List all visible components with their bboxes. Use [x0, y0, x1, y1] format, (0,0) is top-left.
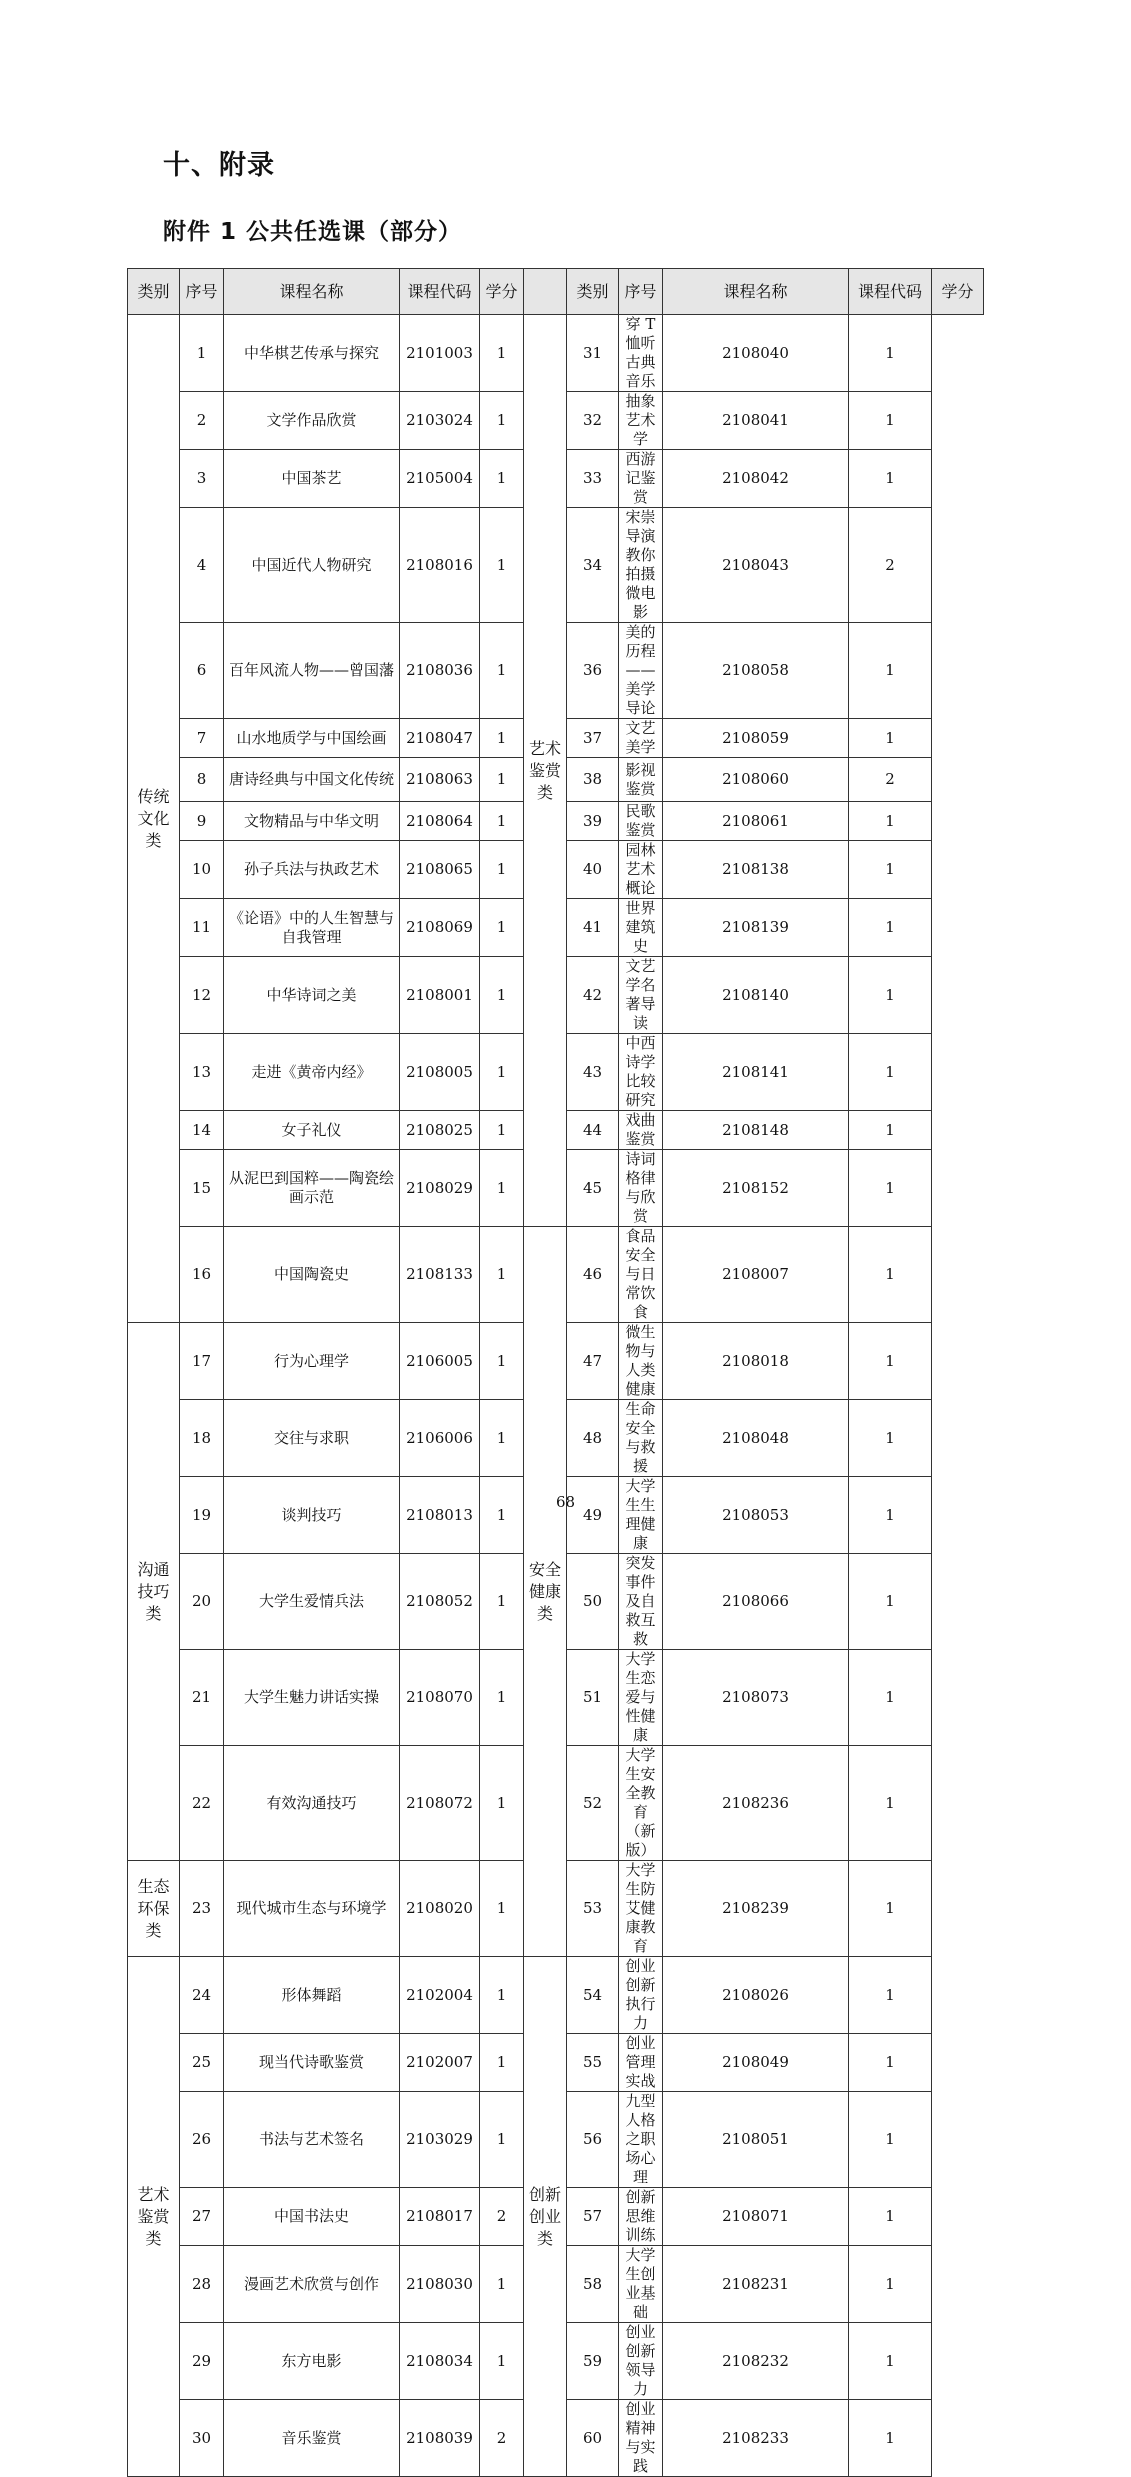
course-code: 2108231: [663, 2246, 849, 2323]
course-index: 41: [567, 899, 619, 957]
course-index: 16: [180, 1227, 224, 1323]
course-credits: 1: [480, 1746, 524, 1861]
course-credits: 1: [480, 392, 524, 450]
course-name: 中华棋艺传承与探究: [224, 315, 400, 392]
course-index: 44: [567, 1111, 619, 1150]
course-credits: 1: [849, 1111, 932, 1150]
course-code: 2108034: [400, 2323, 480, 2400]
course-index: 48: [567, 1400, 619, 1477]
course-name: 音乐鉴赏: [224, 2400, 400, 2477]
course-index: 6: [180, 623, 224, 719]
elective-courses-table: [127, 268, 984, 2477]
course-credits: 1: [480, 315, 524, 392]
course-name: 山水地质学与中国绘画: [224, 719, 400, 758]
course-index: 51: [567, 1650, 619, 1746]
course-credits: 1: [849, 1477, 932, 1554]
course-credits: 1: [480, 719, 524, 758]
header-credits: 学分: [932, 269, 984, 315]
course-name: 女子礼仪: [224, 1111, 400, 1150]
course-name: 食品安全与日常饮食: [619, 1227, 663, 1323]
course-credits: 1: [480, 1111, 524, 1150]
course-credits: 1: [849, 1554, 932, 1650]
course-code: 2108020: [400, 1861, 480, 1957]
course-code: 2108016: [400, 508, 480, 623]
course-index: 1: [180, 315, 224, 392]
header-course-code: 课程代码: [400, 269, 480, 315]
course-credits: 1: [849, 1034, 932, 1111]
course-name: 抽象艺术学: [619, 392, 663, 450]
course-index: 31: [567, 315, 619, 392]
course-credits: 1: [849, 1150, 932, 1227]
course-index: 25: [180, 2034, 224, 2092]
course-name: 唐诗经典与中国文化传统: [224, 758, 400, 802]
course-credits: 1: [480, 802, 524, 841]
course-code: 2103024: [400, 392, 480, 450]
course-index: 43: [567, 1034, 619, 1111]
course-index: 29: [180, 2323, 224, 2400]
course-code: 2108071: [663, 2188, 849, 2246]
course-name: 文物精品与中华文明: [224, 802, 400, 841]
course-code: 2108066: [663, 1554, 849, 1650]
course-index: 28: [180, 2246, 224, 2323]
course-code: 2108017: [400, 2188, 480, 2246]
category-cell: 传统文化类: [128, 315, 180, 1323]
course-credits: 1: [849, 2400, 932, 2477]
course-name: 九型人格之职场心理: [619, 2092, 663, 2188]
course-credits: 1: [480, 899, 524, 957]
course-index: 57: [567, 2188, 619, 2246]
course-index: 22: [180, 1746, 224, 1861]
course-name: 创业精神与实践: [619, 2400, 663, 2477]
course-name: 走进《黄帝内经》: [224, 1034, 400, 1111]
course-credits: 1: [849, 1227, 932, 1323]
course-name: 创业管理实战: [619, 2034, 663, 2092]
course-index: 26: [180, 2092, 224, 2188]
course-name: 美的历程——美学导论: [619, 623, 663, 719]
course-index: 52: [567, 1746, 619, 1861]
course-name: 大学生爱情兵法: [224, 1554, 400, 1650]
course-credits: 1: [480, 1150, 524, 1227]
course-name: 中西诗学比较研究: [619, 1034, 663, 1111]
course-name: 漫画艺术欣赏与创作: [224, 2246, 400, 2323]
course-credits: 1: [849, 392, 932, 450]
course-code: 2108013: [400, 1477, 480, 1554]
table-divider: [524, 269, 567, 315]
attachment-subheading: 附件 1 公共任选课（部分）: [163, 219, 463, 245]
course-name: 大学生生理健康: [619, 1477, 663, 1554]
course-credits: 1: [849, 2034, 932, 2092]
table-row: [128, 1957, 984, 2034]
course-credits: 1: [480, 2323, 524, 2400]
course-index: 49: [567, 1477, 619, 1554]
course-index: 27: [180, 2188, 224, 2246]
course-code: 2108152: [663, 1150, 849, 1227]
course-credits: 1: [480, 1861, 524, 1957]
course-code: 2108233: [663, 2400, 849, 2477]
course-index: 11: [180, 899, 224, 957]
course-credits: 1: [480, 508, 524, 623]
course-name: 戏曲鉴赏: [619, 1111, 663, 1150]
course-code: 2108072: [400, 1746, 480, 1861]
course-index: 55: [567, 2034, 619, 2092]
course-index: 53: [567, 1861, 619, 1957]
course-name: 文学作品欣赏: [224, 392, 400, 450]
course-code: 2108029: [400, 1150, 480, 1227]
course-code: 2108047: [400, 719, 480, 758]
course-credits: 2: [480, 2400, 524, 2477]
course-code: 2108064: [400, 802, 480, 841]
category-cell: 生态环保类: [128, 1861, 180, 1957]
course-index: 8: [180, 758, 224, 802]
course-index: 13: [180, 1034, 224, 1111]
course-name: 影视鉴赏: [619, 758, 663, 802]
header-credits: 学分: [480, 269, 524, 315]
course-credits: 1: [849, 623, 932, 719]
course-code: 2108036: [400, 623, 480, 719]
course-name: 穿 T 恤听古典音乐: [619, 315, 663, 392]
course-code: 2108001: [400, 957, 480, 1034]
course-code: 2108065: [400, 841, 480, 899]
course-credits: 1: [480, 2246, 524, 2323]
course-code: 2108007: [663, 1227, 849, 1323]
course-name: 中华诗词之美: [224, 957, 400, 1034]
course-code: 2108139: [663, 899, 849, 957]
course-name: 大学生防艾健康教育: [619, 1861, 663, 1957]
course-name: 现当代诗歌鉴赏: [224, 2034, 400, 2092]
course-credits: 1: [849, 1650, 932, 1746]
course-name: 大学生创业基础: [619, 2246, 663, 2323]
course-credits: 1: [849, 2246, 932, 2323]
course-credits: 1: [849, 2323, 932, 2400]
course-code: 2108069: [400, 899, 480, 957]
course-credits: 1: [849, 841, 932, 899]
course-name: 中国书法史: [224, 2188, 400, 2246]
course-credits: 1: [849, 2092, 932, 2188]
course-code: 2108052: [400, 1554, 480, 1650]
course-credits: 1: [849, 1746, 932, 1861]
course-code: 2108148: [663, 1111, 849, 1150]
course-index: 47: [567, 1323, 619, 1400]
category-cell: 沟通技巧类: [128, 1323, 180, 1861]
course-index: 37: [567, 719, 619, 758]
course-name: 突发事件及自救互救: [619, 1554, 663, 1650]
course-index: 32: [567, 392, 619, 450]
course-name: 大学生魅力讲话实操: [224, 1650, 400, 1746]
course-code: 2101003: [400, 315, 480, 392]
course-code: 2108232: [663, 2323, 849, 2400]
course-credits: 1: [849, 802, 932, 841]
course-code: 2108140: [663, 957, 849, 1034]
course-credits: 1: [480, 1554, 524, 1650]
course-code: 2108236: [663, 1746, 849, 1861]
course-code: 2108059: [663, 719, 849, 758]
course-credits: 1: [849, 1957, 932, 2034]
course-code: 2108049: [663, 2034, 849, 2092]
course-credits: 1: [849, 1323, 932, 1400]
course-code: 2108039: [400, 2400, 480, 2477]
course-code: 2108053: [663, 1477, 849, 1554]
course-code: 2108042: [663, 450, 849, 508]
header-index: 序号: [180, 269, 224, 315]
course-index: 45: [567, 1150, 619, 1227]
course-code: 2108030: [400, 2246, 480, 2323]
header-course-name: 课程名称: [224, 269, 400, 315]
course-index: 18: [180, 1400, 224, 1477]
course-index: 19: [180, 1477, 224, 1554]
course-index: 56: [567, 2092, 619, 2188]
course-code: 2108058: [663, 623, 849, 719]
category-cell: 艺术鉴赏类: [524, 315, 567, 1227]
course-credits: 2: [849, 508, 932, 623]
course-index: 59: [567, 2323, 619, 2400]
course-name: 微生物与人类健康: [619, 1323, 663, 1400]
course-code: 2106006: [400, 1400, 480, 1477]
course-index: 36: [567, 623, 619, 719]
course-name: 西游记鉴赏: [619, 450, 663, 508]
course-name: 中国陶瓷史: [224, 1227, 400, 1323]
course-code: 2108061: [663, 802, 849, 841]
course-credits: 1: [849, 1400, 932, 1477]
course-name: 创新思维训练: [619, 2188, 663, 2246]
course-code: 2108041: [663, 392, 849, 450]
course-credits: 1: [480, 841, 524, 899]
course-code: 2108133: [400, 1227, 480, 1323]
course-index: 38: [567, 758, 619, 802]
course-credits: 1: [480, 1650, 524, 1746]
course-name: 谈判技巧: [224, 1477, 400, 1554]
header-index: 序号: [619, 269, 663, 315]
course-index: 2: [180, 392, 224, 450]
course-credits: 1: [849, 1861, 932, 1957]
course-name: 创业创新领导力: [619, 2323, 663, 2400]
course-name: 现代城市生态与环境学: [224, 1861, 400, 1957]
course-code: 2103029: [400, 2092, 480, 2188]
header-course-name: 课程名称: [663, 269, 849, 315]
course-code: 2108025: [400, 1111, 480, 1150]
course-index: 34: [567, 508, 619, 623]
course-credits: 1: [480, 1227, 524, 1323]
page-number: 68: [555, 1493, 576, 1511]
category-cell: 创新创业类: [524, 1957, 567, 2477]
course-index: 3: [180, 450, 224, 508]
header-category: 类别: [128, 269, 180, 315]
course-index: 10: [180, 841, 224, 899]
course-credits: 1: [480, 623, 524, 719]
course-credits: 1: [480, 1477, 524, 1554]
course-credits: 1: [849, 2188, 932, 2246]
course-index: 21: [180, 1650, 224, 1746]
header-category: 类别: [567, 269, 619, 315]
table-header-row: [128, 269, 984, 315]
course-code: 2108239: [663, 1861, 849, 1957]
course-index: 42: [567, 957, 619, 1034]
course-code: 2108141: [663, 1034, 849, 1111]
course-index: 46: [567, 1227, 619, 1323]
course-credits: 1: [480, 758, 524, 802]
course-code: 2105004: [400, 450, 480, 508]
course-index: 50: [567, 1554, 619, 1650]
course-code: 2102007: [400, 2034, 480, 2092]
course-name: 诗词格律与欣赏: [619, 1150, 663, 1227]
course-code: 2108138: [663, 841, 849, 899]
course-name: 有效沟通技巧: [224, 1746, 400, 1861]
course-name: 孙子兵法与执政艺术: [224, 841, 400, 899]
course-credits: 1: [480, 2034, 524, 2092]
course-name: 中国近代人物研究: [224, 508, 400, 623]
course-credits: 1: [849, 315, 932, 392]
course-name: 行为心理学: [224, 1323, 400, 1400]
course-code: 2108026: [663, 1957, 849, 2034]
course-index: 17: [180, 1323, 224, 1400]
course-index: 60: [567, 2400, 619, 2477]
course-credits: 1: [480, 2092, 524, 2188]
course-credits: 1: [480, 957, 524, 1034]
course-credits: 1: [849, 957, 932, 1034]
course-name: 文艺学名著导读: [619, 957, 663, 1034]
course-index: 39: [567, 802, 619, 841]
course-code: 2108060: [663, 758, 849, 802]
course-index: 4: [180, 508, 224, 623]
course-code: 2108048: [663, 1400, 849, 1477]
course-index: 24: [180, 1957, 224, 2034]
course-credits: 1: [480, 450, 524, 508]
course-name: 从泥巴到国粹——陶瓷绘画示范: [224, 1150, 400, 1227]
course-code: 2108073: [663, 1650, 849, 1746]
course-index: 7: [180, 719, 224, 758]
course-index: 33: [567, 450, 619, 508]
course-name: 文艺美学: [619, 719, 663, 758]
course-credits: 1: [480, 1957, 524, 2034]
course-code: 2108040: [663, 315, 849, 392]
course-code: 2102004: [400, 1957, 480, 2034]
course-index: 12: [180, 957, 224, 1034]
course-code: 2108018: [663, 1323, 849, 1400]
course-name: 《论语》中的人生智慧与自我管理: [224, 899, 400, 957]
course-index: 30: [180, 2400, 224, 2477]
course-name: 世界建筑史: [619, 899, 663, 957]
course-code: 2108043: [663, 508, 849, 623]
course-credits: 1: [480, 1034, 524, 1111]
course-credits: 1: [849, 450, 932, 508]
course-name: 书法与艺术签名: [224, 2092, 400, 2188]
course-index: 23: [180, 1861, 224, 1957]
course-credits: 1: [849, 899, 932, 957]
header-course-code: 课程代码: [849, 269, 932, 315]
course-name: 交往与求职: [224, 1400, 400, 1477]
course-index: 58: [567, 2246, 619, 2323]
course-credits: 1: [480, 1400, 524, 1477]
course-name: 百年风流人物——曾国藩: [224, 623, 400, 719]
course-code: 2108063: [400, 758, 480, 802]
course-index: 9: [180, 802, 224, 841]
course-code: 2106005: [400, 1323, 480, 1400]
course-name: 形体舞蹈: [224, 1957, 400, 2034]
course-code: 2108070: [400, 1650, 480, 1746]
course-name: 民歌鉴赏: [619, 802, 663, 841]
appendix-heading: 十、附录: [163, 150, 275, 181]
course-code: 2108005: [400, 1034, 480, 1111]
category-cell: 艺术鉴赏类: [128, 1957, 180, 2477]
course-name: 大学生安全教育（新版）: [619, 1746, 663, 1861]
course-credits: 1: [480, 1323, 524, 1400]
course-name: 创业创新执行力: [619, 1957, 663, 2034]
course-name: 中国茶艺: [224, 450, 400, 508]
course-credits: 2: [480, 2188, 524, 2246]
course-code: 2108051: [663, 2092, 849, 2188]
course-name: 大学生恋爱与性健康: [619, 1650, 663, 1746]
course-index: 15: [180, 1150, 224, 1227]
course-credits: 1: [849, 719, 932, 758]
course-index: 54: [567, 1957, 619, 2034]
course-credits: 2: [849, 758, 932, 802]
course-name: 生命安全与救援: [619, 1400, 663, 1477]
course-name: 宋崇导演教你拍摄微电影: [619, 508, 663, 623]
course-name: 东方电影: [224, 2323, 400, 2400]
course-index: 20: [180, 1554, 224, 1650]
course-name: 园林艺术概论: [619, 841, 663, 899]
course-index: 14: [180, 1111, 224, 1150]
table-row: [128, 1227, 984, 1323]
course-index: 40: [567, 841, 619, 899]
table-row: [128, 315, 984, 392]
category-cell: 安全健康类: [524, 1227, 567, 1957]
